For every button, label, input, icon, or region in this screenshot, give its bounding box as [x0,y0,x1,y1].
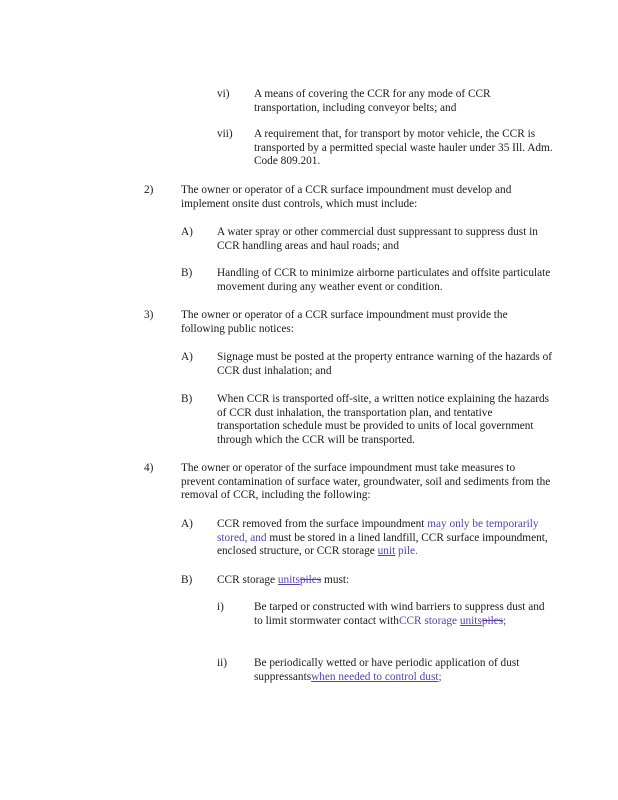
inserted-text: may only be temporarily stored, and [217,518,539,544]
paragraph-text: A water spray or other commercial dust suppressant to suppress dust in CCR handling areas and haul roads; and [217,226,538,252]
inserted-text: unit [377,545,396,558]
paragraph-label: A) [181,226,193,238]
paragraph-text [254,601,554,628]
paragraph-text: When CCR is transported off-site, a written notice explaining the hazards of CCR dust inhalation, the transportation plan, and tentative transportation schedule must be provided to units of local government through which the CCR will be transported. [217,393,550,446]
paragraph-label: vii) [217,128,233,140]
paragraph-text [254,657,554,684]
deleted-text: piles [481,614,504,627]
paragraph-text: The owner or operator of a CCR surface impoundment must develop and implement onsite dust controls, which must include: [181,184,512,210]
deleted-text: piles [299,574,322,586]
text-run: must be stored in a lined landfill, CCR surface impoundment, enclosed structure, or CCR storage [217,531,548,558]
paragraph-text [217,574,555,588]
paragraph-label: B) [181,393,193,405]
inserted-text: pile [398,545,415,558]
text-run: must: [321,574,350,586]
paragraph-label: ii) [217,657,228,669]
text-run: CCR storage [217,574,278,586]
paragraph-label: 2) [144,184,154,196]
paragraph-text: A requirement that, for transport by motor vehicle, the CCR is transported by a permitted special waste hauler under 35 Ill. Adm. Code 809.201. [254,128,553,168]
paragraph-text: The owner or operator of a CCR surface impoundment must provide the following public notices: [181,309,508,335]
paragraph-label: B) [181,574,193,586]
text-run: ; [438,670,442,683]
paragraph-text: A means of covering the CCR for any mode of CCR transportation, including conveyor belts; and [254,88,491,114]
text-run: CCR removed from the surface impoundment [217,518,428,530]
text-run: Be tarped or constructed with wind barriers to suppress dust and to limit stormwater contact with [254,601,545,627]
inserted-text: units [459,614,482,627]
inserted-text: CCR storage [398,614,458,627]
paragraph-text: Signage must be posted at the property entrance warning of the hazards of CCR dust inhalation; and [217,351,553,377]
inserted-text: units [277,574,300,586]
paragraph-text: Handling of CCR to minimize airborne particulates and offsite particulate movement during any weather event or condition. [217,267,551,293]
paragraph-label: B) [181,267,193,279]
paragraph-label: 4) [144,462,154,474]
paragraph-label: vi) [217,88,230,100]
paragraph-label: A) [181,351,193,363]
paragraph-text [217,518,555,559]
paragraph-label: i) [217,601,224,613]
paragraph-label: 3) [144,309,154,321]
text-run: Be periodically wetted or have periodic application of dust suppressants [254,657,520,683]
paragraph-text: The owner or operator of the surface impoundment must take measures to prevent contamination of surface water, groundwater, soil and sediments from the removal of CCR, including the following: [181,462,551,502]
paragraph-label: A) [181,518,193,530]
inserted-text: when needed to control dust [311,670,439,683]
text-run: . [415,545,418,558]
text-run: ; [503,614,507,627]
